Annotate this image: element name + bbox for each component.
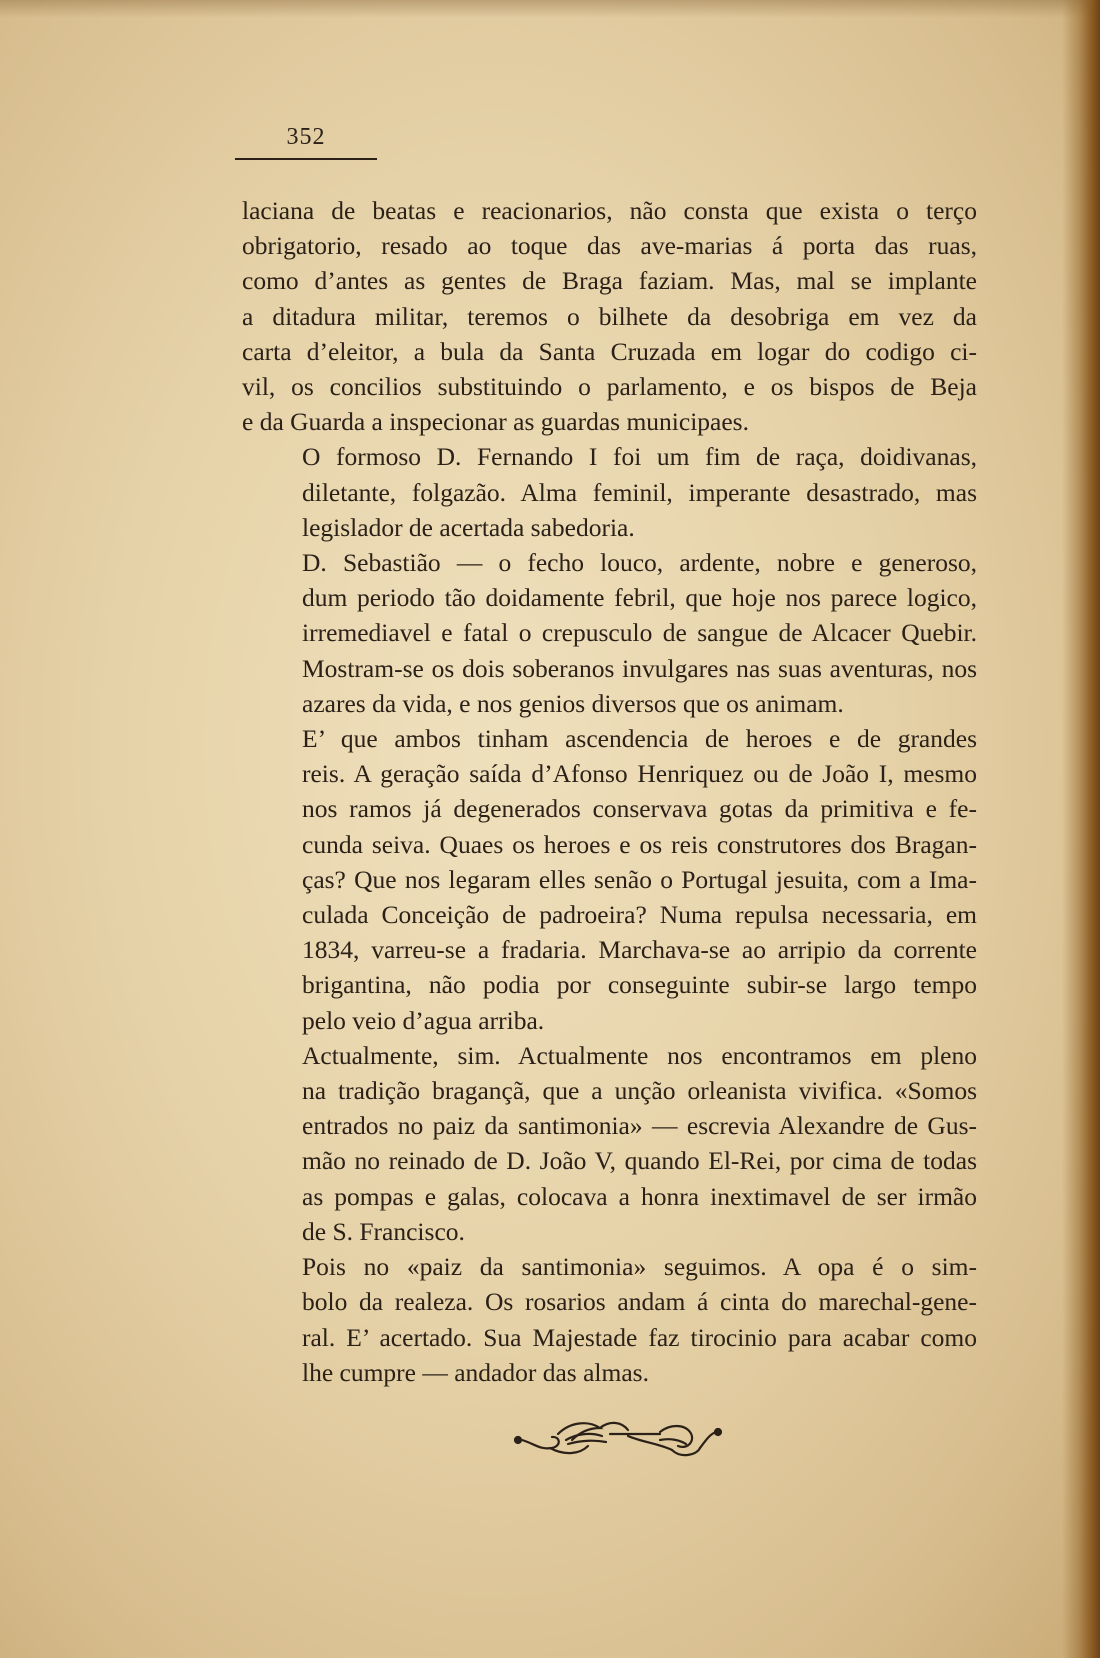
page-edge-shadow [1062, 0, 1100, 1658]
text-line: pelo veio d’agua arriba. [302, 1005, 545, 1035]
page-top-shadow [0, 0, 1100, 18]
page-number-rule [235, 158, 377, 160]
text-line: culada Conceição de padroeira? Numa repulsa necessaria, em [302, 900, 977, 930]
paragraph [242, 545, 977, 721]
end-of-chapter-flourish-icon [510, 1410, 725, 1466]
text-line: E’ que ambos tinham ascendencia de heroes e de grandes [302, 724, 977, 754]
text-line: 1834, varreu-se a fradaria. Marchava-se ao arripio da corrente [302, 935, 977, 965]
body-text [242, 193, 977, 1390]
text-line: vil, os concilios substituindo o parlamento, e os bispos de Beja [242, 372, 977, 402]
text-line: mão no reinado de D. João V, quando El-Rei, por cima de todas [302, 1146, 977, 1176]
text-line: lhe cumpre — andador das almas. [302, 1357, 649, 1387]
text-line: brigantina, não podia por conseguinte subir-se largo tempo [302, 970, 977, 1000]
text-line: irremediavel e fatal o crepusculo de sangue de Alcacer Quebir. [302, 618, 977, 648]
page-number: 352 [286, 124, 326, 150]
text-line: O formoso D. Fernando I foi um fim de raça, doidivanas, [302, 442, 977, 472]
paragraph [242, 439, 977, 545]
text-line: nos ramos já degenerados conservava gotas da primitiva e fe- [302, 794, 977, 824]
text-line: cunda seiva. Quaes os heroes e os reis construtores dos Bragan- [302, 829, 977, 859]
text-line: ral. E’ acertado. Sua Majestade faz tirocinio para acabar como [302, 1322, 977, 1352]
text-line: a ditadura militar, teremos o bilhete da desobriga em vez da [242, 301, 977, 331]
text-line: D. Sebastião — o fecho louco, ardente, nobre e generoso, [302, 548, 977, 578]
text-line: obrigatorio, resado ao toque das ave-marias á porta das ruas, [242, 231, 977, 261]
text-line: entrados no paiz da santimonia» — escrevia Alexandre de Gus- [302, 1111, 977, 1141]
text-line: Pois no «paiz da santimonia» seguimos. A opa é o sim- [302, 1252, 977, 1282]
text-line: dum periodo tão doidamente febril, que hoje nos parece logico, [302, 583, 977, 613]
paragraph [242, 193, 977, 439]
text-line: legislador de acertada sabedoria. [302, 512, 635, 542]
text-line: Actualmente, sim. Actualmente nos encontramos em pleno [302, 1040, 977, 1070]
text-line: carta d’eleitor, a bula da Santa Cruzada em logar do codigo ci- [242, 336, 977, 366]
text-line: como d’antes as gentes de Braga faziam. Mas, mal se implante [242, 266, 977, 296]
paragraph [242, 1249, 977, 1390]
text-line: de S. Francisco. [302, 1216, 465, 1246]
text-line: reis. A geração saída d’Afonso Henriquez ou de João I, mesmo [302, 759, 977, 789]
text-line: ças? Que nos legaram elles senão o Portugal jesuita, com a Ima- [302, 864, 977, 894]
text-line: na tradição bragançã, que a unção orleanista vivifica. «Somos [302, 1076, 977, 1106]
text-line: e da Guarda a inspecionar as guardas municipaes. [242, 407, 749, 437]
paragraph [242, 1038, 977, 1249]
text-line: Mostram-se os dois soberanos invulgares nas suas aventuras, nos [302, 653, 977, 683]
text-line: diletante, folgazão. Alma feminil, imperante desastrado, mas [302, 477, 977, 507]
text-line: bolo da realeza. Os rosarios andam á cinta do marechal-gene- [302, 1287, 977, 1317]
text-line: azares da vida, e nos genios diversos que os animam. [302, 688, 844, 718]
text-line: laciana de beatas e reacionarios, não consta que exista o terço [242, 196, 977, 225]
paragraph [242, 721, 977, 1038]
text-line: as pompas e galas, colocava a honra inextimavel de ser irmão [302, 1181, 977, 1211]
